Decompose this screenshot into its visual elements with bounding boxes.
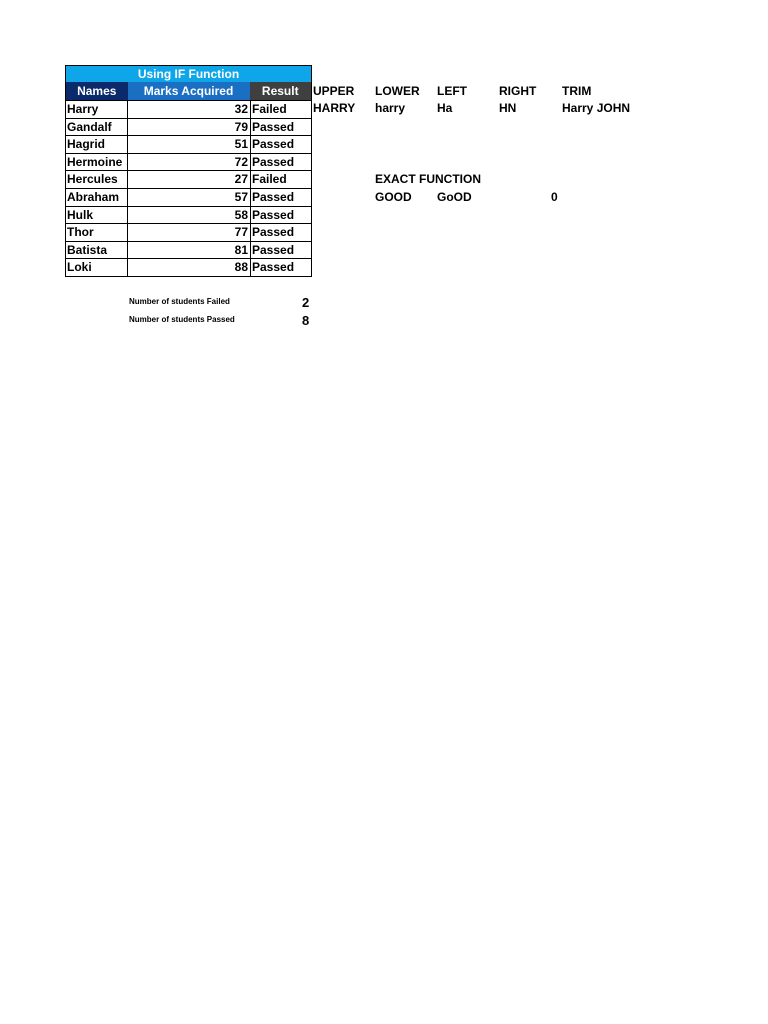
cell-name[interactable]: Gandalf bbox=[66, 119, 128, 136]
exact-text2[interactable]: GoOD bbox=[437, 190, 472, 204]
cell-name[interactable]: Hulk bbox=[66, 207, 128, 224]
table-row bbox=[65, 259, 312, 277]
table-row bbox=[65, 136, 312, 154]
failed-count-label[interactable]: Number of students Failed bbox=[129, 297, 230, 306]
table-title: Using IF Function bbox=[65, 65, 312, 82]
exact-text1[interactable]: GOOD bbox=[375, 190, 412, 204]
left-value[interactable]: Ha bbox=[437, 101, 453, 115]
right-value[interactable]: HN bbox=[499, 101, 517, 115]
table-header-row bbox=[65, 82, 312, 100]
exact-result[interactable]: 0 bbox=[551, 190, 558, 204]
cell-marks[interactable]: 88 bbox=[128, 259, 251, 276]
cell-marks[interactable]: 72 bbox=[128, 154, 251, 171]
cell-marks[interactable]: 77 bbox=[128, 224, 251, 241]
header-names[interactable]: Names bbox=[66, 82, 128, 100]
cell-name[interactable]: Abraham bbox=[66, 189, 128, 206]
cell-name[interactable]: Harry bbox=[66, 101, 128, 118]
table-row bbox=[65, 101, 312, 119]
table-row bbox=[65, 119, 312, 137]
cell-name[interactable]: Hermoine bbox=[66, 154, 128, 171]
trim-header[interactable]: TRIM bbox=[562, 84, 592, 98]
cell-marks[interactable]: 51 bbox=[128, 136, 251, 153]
right-header[interactable]: RIGHT bbox=[499, 84, 537, 98]
upper-header[interactable]: UPPER bbox=[313, 84, 355, 98]
cell-marks[interactable]: 27 bbox=[128, 171, 251, 188]
upper-value[interactable]: HARRY bbox=[313, 101, 356, 115]
cell-name[interactable]: Loki bbox=[66, 259, 128, 276]
header-marks-acquired[interactable]: Marks Acquired bbox=[128, 82, 250, 100]
cell-result[interactable]: Passed bbox=[252, 225, 295, 240]
cell-name[interactable]: Thor bbox=[66, 224, 128, 241]
cell-marks[interactable]: 32 bbox=[128, 101, 251, 118]
lower-value[interactable]: harry bbox=[375, 101, 406, 115]
cell-marks[interactable]: 57 bbox=[128, 189, 251, 206]
cell-result[interactable]: Passed bbox=[252, 260, 295, 275]
cell-name[interactable]: Hagrid bbox=[66, 136, 128, 153]
cell-marks[interactable]: 58 bbox=[128, 207, 251, 224]
table-row bbox=[65, 154, 312, 172]
table-row bbox=[65, 207, 312, 225]
passed-count-label[interactable]: Number of students Passed bbox=[129, 315, 235, 324]
table-row bbox=[65, 171, 312, 189]
cell-result[interactable]: Failed bbox=[252, 172, 287, 187]
cell-name[interactable]: Batista bbox=[66, 242, 128, 259]
lower-header[interactable]: LOWER bbox=[375, 84, 420, 98]
cell-result[interactable]: Passed bbox=[252, 137, 295, 152]
passed-count-value[interactable]: 8 bbox=[302, 313, 310, 328]
if-function-table bbox=[65, 65, 312, 277]
left-header[interactable]: LEFT bbox=[437, 84, 467, 98]
cell-marks[interactable]: 79 bbox=[128, 119, 251, 136]
cell-result[interactable]: Passed bbox=[252, 207, 295, 222]
cell-result[interactable]: Passed bbox=[252, 119, 295, 134]
cell-result[interactable]: Failed bbox=[252, 102, 287, 116]
cell-result[interactable]: Passed bbox=[252, 189, 295, 204]
table-row bbox=[65, 189, 312, 207]
table-row bbox=[65, 224, 312, 242]
cell-name[interactable]: Hercules bbox=[66, 171, 128, 188]
table-row bbox=[65, 242, 312, 260]
trim-value[interactable]: Harry JOHN bbox=[562, 101, 631, 115]
failed-count-value[interactable]: 2 bbox=[302, 295, 310, 310]
cell-result[interactable]: Passed bbox=[252, 154, 295, 169]
header-result[interactable]: Result bbox=[250, 82, 312, 100]
exact-function-label[interactable]: EXACT FUNCTION bbox=[375, 172, 481, 186]
cell-result[interactable]: Passed bbox=[252, 242, 295, 257]
cell-marks[interactable]: 81 bbox=[128, 242, 251, 259]
